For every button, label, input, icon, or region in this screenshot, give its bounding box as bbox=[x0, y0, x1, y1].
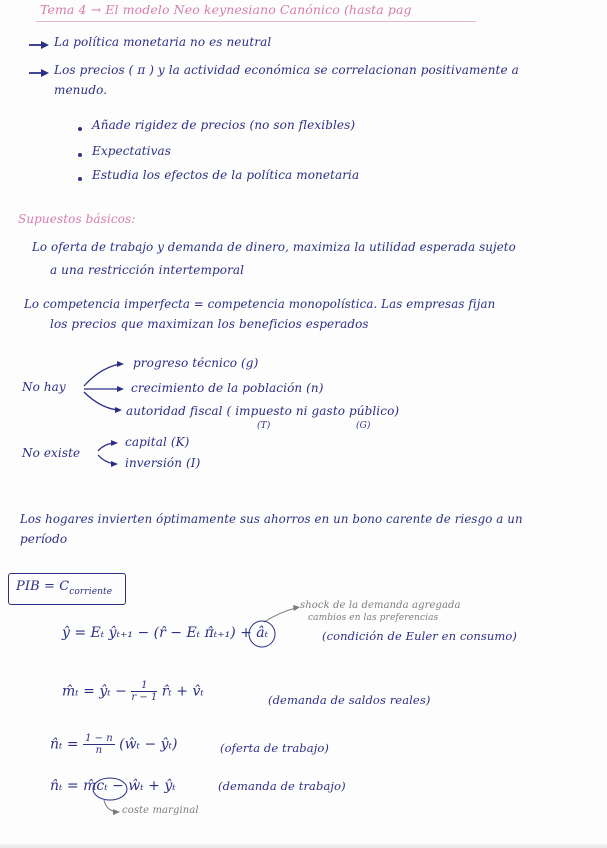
labor-rhs: (ŵₜ − ŷₜ) bbox=[119, 736, 178, 753]
labor-demand-annotation: (demanda de trabajo) bbox=[218, 779, 346, 793]
intro-point-2-line-1: Los precios ( π ) y la actividad económica se correlacionan positivamente a bbox=[54, 63, 519, 77]
no-existe-item: capital (K) bbox=[125, 435, 190, 449]
pib-text: PIB = C bbox=[16, 579, 70, 594]
bullet-dot-icon bbox=[78, 127, 82, 131]
money-annotation: (demanda de saldos reales) bbox=[268, 693, 431, 707]
supuesto-1-line-1: Lo oferta de trabajo y demanda de dinero, maximiza la utilidad esperada sujeto bbox=[32, 240, 516, 254]
pib-equation bbox=[16, 579, 113, 597]
subscript-T: (T) bbox=[257, 421, 271, 431]
title-underline bbox=[36, 21, 476, 22]
arrow-bullet-icon bbox=[29, 68, 51, 78]
hogares-line-1: Los hogares invierten óptimamente sus ahorros en un bono carente de riesgo a un bbox=[20, 512, 523, 526]
labor-supply-equation bbox=[50, 733, 177, 756]
euler-annotation: (condición de Euler en consumo) bbox=[322, 629, 518, 643]
no-existe-label: No existe bbox=[22, 446, 81, 460]
pib-subscript: corriente bbox=[69, 587, 113, 597]
euler-equation: ŷ = Eₜ ŷₜ₊₁ − (r̂ − Eₜ π̂ₜ₊₁) + âₜ bbox=[62, 625, 269, 641]
shock-annotation-2: cambios en las preferencias bbox=[308, 613, 439, 623]
no-existe-item: inversión (I) bbox=[125, 456, 201, 470]
hogares-line-2: período bbox=[20, 532, 68, 546]
labor-denominator: n bbox=[95, 745, 103, 756]
bullet-item: Estudia los efectos de la política monetaria bbox=[92, 168, 360, 182]
intro-point-2-line-2: menudo. bbox=[54, 83, 108, 97]
labor-numerator: 1 − n bbox=[85, 733, 113, 744]
no-hay-item: autoridad fiscal ( impuesto ni gasto público) bbox=[126, 404, 400, 418]
arrow-bullet-icon bbox=[29, 40, 51, 50]
bullet-dot-icon bbox=[78, 177, 82, 181]
bullet-item: Añade rigidez de precios (no son flexibles) bbox=[92, 118, 356, 132]
supuesto-2-line-2: los precios que maximizan los beneficios esperados bbox=[50, 317, 369, 331]
labor-demand-equation: n̂ₜ = m̂cₜ − ŵₜ + ŷₜ bbox=[50, 778, 176, 794]
supuesto-2-line-1: Lo competencia imperfecta = competencia monopolística. Las empresas fijan bbox=[24, 297, 496, 311]
bullet-dot-icon bbox=[78, 153, 82, 157]
labor-annotation: (oferta de trabajo) bbox=[220, 741, 329, 755]
section-heading: Supuestos básicos: bbox=[18, 212, 136, 226]
money-numerator: 1 bbox=[131, 680, 157, 692]
labor-fraction bbox=[83, 733, 115, 756]
money-rhs: r̂ₜ + v̂ₜ bbox=[161, 683, 204, 700]
no-hay-label: No hay bbox=[22, 380, 66, 394]
page-title: Tema 4 → El modelo Neo keynesiano Canónico (hasta pag bbox=[40, 2, 412, 17]
intro-point-1: La política monetaria no es neutral bbox=[54, 35, 272, 49]
no-hay-item: progreso técnico (g) bbox=[133, 356, 259, 370]
money-denominator: r − 1 bbox=[131, 692, 158, 703]
money-lhs: m̂ₜ = ŷₜ − bbox=[62, 683, 127, 700]
no-hay-item: crecimiento de la población (n) bbox=[131, 381, 324, 395]
money-demand-equation bbox=[62, 680, 204, 703]
labor-lhs: n̂ₜ = bbox=[50, 736, 79, 753]
supuesto-1-line-2: a una restricción intertemporal bbox=[50, 263, 245, 277]
subscript-G: (G) bbox=[356, 421, 371, 431]
money-fraction bbox=[131, 680, 157, 703]
coste-marginal-annotation: coste marginal bbox=[122, 805, 199, 816]
shock-annotation-1: shock de la demanda agregada bbox=[300, 600, 461, 611]
bullet-item: Expectativas bbox=[92, 144, 171, 158]
